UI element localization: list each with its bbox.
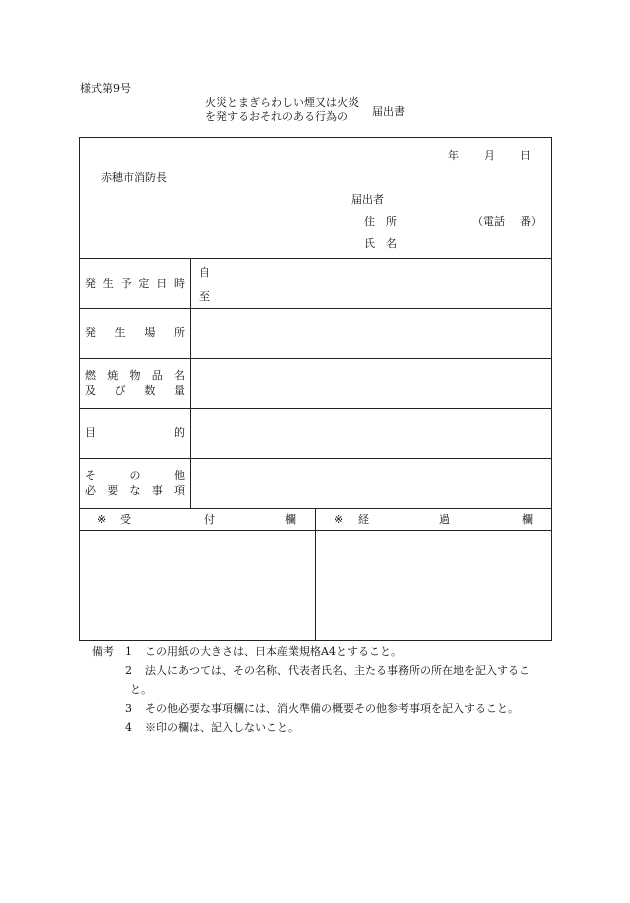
name-label: 氏名 — [364, 237, 408, 250]
progress-header-char: 欄 — [522, 513, 533, 526]
table-divider — [79, 308, 552, 309]
address-label: 住所 — [364, 215, 408, 228]
form-number: 様式第9号 — [80, 82, 131, 95]
row-label-other-line-2: 必 要 な 事 項 — [85, 484, 185, 497]
row-label-other-line-1: そ の 他 — [85, 469, 185, 482]
note-number: 2 — [125, 664, 132, 677]
from-label: 自 — [199, 266, 210, 279]
reception-header-char: 付 — [204, 513, 215, 526]
applicant-label: 届出者 — [351, 193, 384, 206]
label-column-divider — [190, 258, 191, 508]
reception-header-char: 受 — [120, 513, 131, 526]
footer-column-divider — [315, 508, 316, 641]
progress-mark: ※ — [334, 513, 344, 526]
to-label: 至 — [199, 290, 210, 303]
row-label-purpose: 目 的 — [85, 426, 185, 439]
note-text: 法人にあつては、その名称、代表者氏名、主たる事務所の所在地を記入するこ — [145, 664, 530, 677]
note-text-continued: と。 — [130, 683, 152, 696]
row-label-scheduled-datetime: 発 生 予 定 日 時 — [85, 277, 185, 290]
note-text: その他必要な事項欄には、消火準備の概要その他参考事項を記入すること。 — [145, 702, 519, 715]
reception-header-char: 欄 — [285, 513, 296, 526]
phone-label-close: 番） — [520, 215, 542, 228]
row-label-location: 発 生 場 所 — [85, 326, 185, 339]
row-label-items-line-2: 及 び 数 量 — [85, 384, 185, 397]
form-title-line-2: を発するおそれのある行為の — [205, 110, 348, 123]
note-number: 4 — [125, 721, 132, 734]
table-divider — [79, 358, 552, 359]
table-divider — [79, 408, 552, 409]
note-number: 3 — [125, 702, 132, 715]
progress-header-char: 経 — [358, 513, 369, 526]
table-divider — [79, 258, 552, 259]
addressee: 赤穂市消防長 — [101, 171, 167, 184]
progress-header-char: 過 — [439, 513, 450, 526]
note-text: この用紙の大きさは、日本産業規格A4とすること。 — [145, 645, 402, 658]
date-month-label: 月 — [484, 149, 495, 162]
form-title-tail: 届出書 — [372, 105, 405, 118]
date-day-label: 日 — [520, 149, 531, 162]
form-title-line-1: 火災とまぎらわしい煙又は火炎 — [205, 96, 359, 109]
note-text: ※印の欄は、記入しないこと。 — [145, 721, 299, 734]
date-year-label: 年 — [448, 149, 459, 162]
table-divider — [79, 458, 552, 459]
row-label-items-line-1: 燃 焼 物 品 名 — [85, 369, 185, 382]
reception-mark: ※ — [97, 513, 107, 526]
note-number: 1 — [125, 645, 132, 658]
phone-label-open: （電話 — [472, 215, 505, 228]
notes-heading: 備考 — [92, 645, 114, 658]
